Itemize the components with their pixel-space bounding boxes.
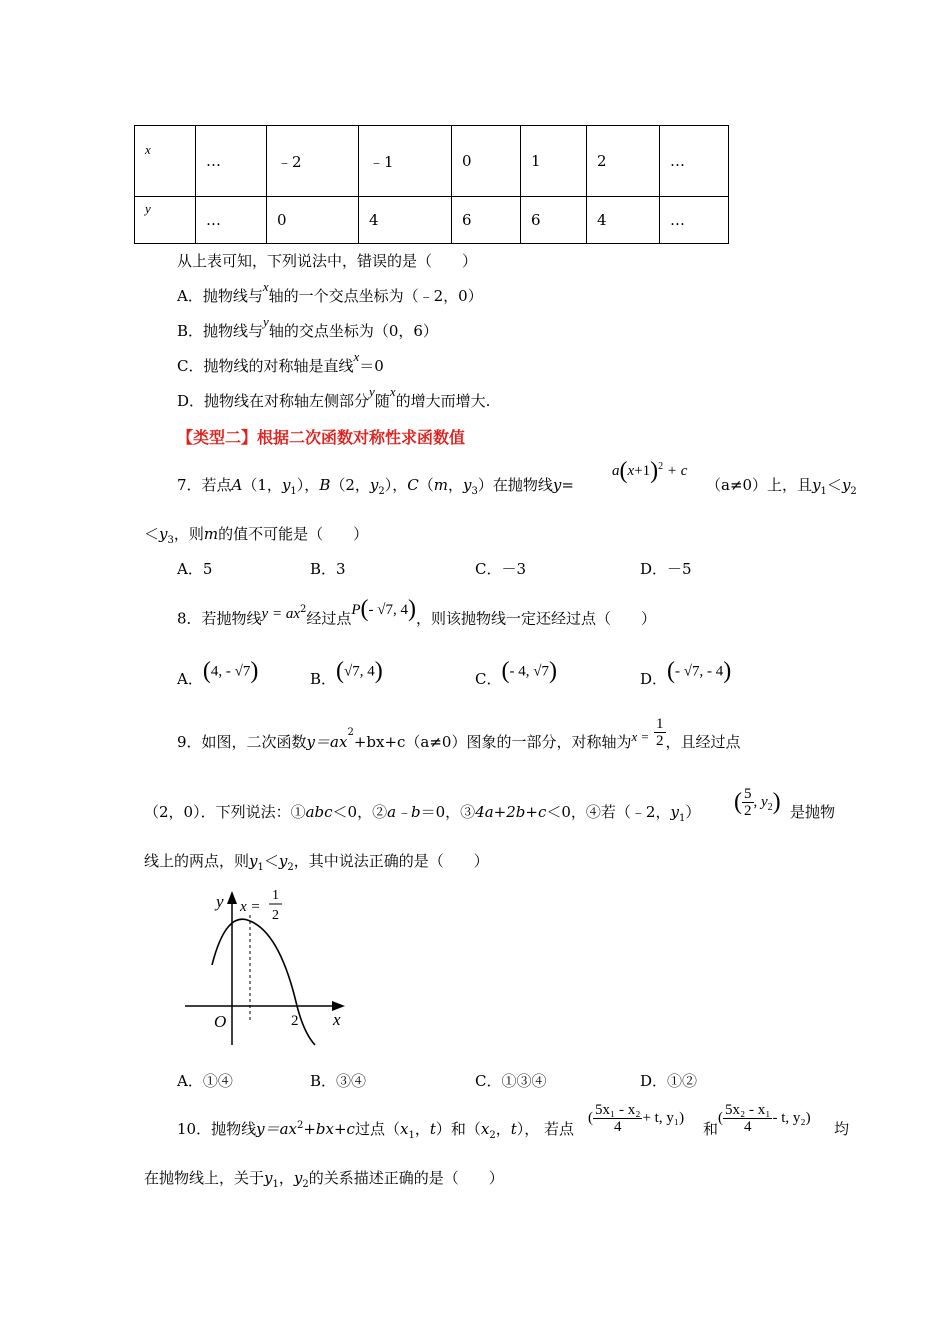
- var: x: [399, 1120, 409, 1138]
- q7-option-b: B．3: [310, 560, 346, 578]
- text: + t, y₁: [642, 1109, 680, 1126]
- sub: 2: [489, 1130, 496, 1141]
- point: - 4, √7: [509, 663, 549, 680]
- numerator: 5x₂ - x₁: [725, 1102, 771, 1118]
- text: A．抛物线与: [177, 287, 263, 305]
- point: - √7, 4: [368, 601, 409, 618]
- q8-option-a: A．(4, - √7): [177, 658, 259, 688]
- q7-equation: $a(x+1)^2 + c$: [612, 458, 688, 484]
- q8-option-b: B．(√7, 4): [310, 658, 383, 688]
- text: ＝0，③: [420, 803, 476, 821]
- text: ）和（: [435, 1120, 481, 1138]
- var: x: [627, 462, 635, 479]
- q9-option-d: D．①②: [640, 1072, 698, 1090]
- table-cell: 0: [267, 197, 359, 244]
- q7-option-c: C．－3: [475, 560, 527, 578]
- q8-option-d: D．(- √7, - 4): [640, 658, 732, 688]
- text: 随: [374, 392, 390, 410]
- text: （2，0）．下列说法：①: [144, 803, 306, 821]
- text: 经过点: [306, 609, 352, 628]
- table-cell: 6: [452, 197, 521, 244]
- var: m: [203, 525, 219, 543]
- text: 的增大而增大.: [395, 392, 491, 410]
- text: 轴的一个交点坐标为（﹣2，0）: [268, 287, 483, 305]
- table-cell: ﹣2: [267, 126, 359, 197]
- var: x: [389, 384, 396, 399]
- text: ，则该抛物线一定还经过点（ ）: [416, 609, 657, 628]
- text: ）: [685, 803, 701, 821]
- sub: 2: [767, 801, 773, 813]
- q10-point1: ( $\frac{\text{5x₁ - x₂}}{4}$ + t, y₁): [588, 1102, 685, 1135]
- point: - √7, - 4: [675, 663, 724, 680]
- q7-stem: [177, 474, 574, 497]
- text: ，: [278, 1169, 294, 1187]
- var: a: [612, 462, 620, 479]
- var: m: [433, 476, 448, 494]
- var: x: [480, 1120, 490, 1138]
- fraction: [593, 1102, 642, 1135]
- q8-stem: 8．若抛物线$y = ax^2$经过点P(- √7, 4)，则该抛物线一定还经过点（ ）: [177, 596, 657, 628]
- q8-option-c: C．(- 4, √7): [475, 658, 557, 688]
- text: D．: [640, 669, 668, 688]
- axis-label: x =: [240, 899, 261, 915]
- section-heading: 【类型二】根据二次函数对称性求函数值: [177, 428, 466, 447]
- q10-and: 和: [703, 1120, 719, 1138]
- table-cell: …: [196, 126, 267, 197]
- sup: 2: [658, 460, 664, 472]
- sub: 3: [471, 486, 478, 497]
- sub: 2: [378, 486, 385, 497]
- intercept-label: 2: [291, 1013, 299, 1029]
- axis-label-num: 1: [272, 888, 279, 903]
- q9-point: ( $\frac{5}{2}$ , $y_2$): [734, 786, 781, 819]
- q7-option-d: D．－5: [640, 560, 692, 578]
- x-label: x: [333, 1010, 341, 1029]
- text: ，: [414, 1120, 430, 1138]
- text: （: [418, 476, 434, 494]
- sub: 3: [167, 535, 174, 546]
- origin-label: O: [214, 1012, 227, 1031]
- text: +bx+c（a≠0）图象的一部分，对称轴为: [353, 732, 632, 751]
- text: ＜0，②: [332, 803, 388, 821]
- var: y: [159, 525, 168, 543]
- sub: 1: [678, 813, 686, 824]
- var: B: [319, 476, 331, 494]
- axis-label-den: 2: [272, 908, 279, 923]
- var: t: [429, 1120, 436, 1138]
- var: y＝ax: [256, 1120, 297, 1138]
- text: 线上的两点，则: [144, 852, 250, 870]
- text: （a≠0）上，且: [706, 476, 813, 494]
- q6-option-d: [177, 384, 491, 411]
- var: abc: [305, 803, 333, 821]
- sup: 2: [347, 726, 354, 738]
- fraction: [742, 786, 754, 819]
- var: x: [262, 279, 269, 294]
- q9-stem: [177, 716, 741, 749]
- text: ，其中说法正确的是（ ）: [293, 852, 489, 870]
- table-cell: y: [135, 197, 196, 244]
- sub: 1: [820, 486, 827, 497]
- var: +bx+c: [303, 1120, 355, 1138]
- text: ，且经过点: [665, 732, 741, 751]
- text: ）在抛物线: [477, 476, 553, 494]
- q6-stem: 从上表可知，下列说法中，错误的是（ ）: [177, 252, 478, 270]
- denominator: 2: [656, 733, 664, 749]
- point: 4, - √7: [210, 663, 251, 680]
- var: P: [351, 601, 361, 618]
- text: 的值不可能是（ ）: [218, 525, 369, 543]
- q7-option-a: A．5: [177, 560, 213, 578]
- table-cell: ﹣1: [359, 126, 452, 197]
- table-row: [135, 126, 729, 197]
- text: ）， 若点: [516, 1120, 575, 1138]
- q10-point2: ( $\frac{\text{5x₂ - x₁}}{4}$ - t, y₂): [718, 1102, 811, 1135]
- var: y＝ax: [306, 732, 348, 751]
- text: 10．抛物线: [177, 1120, 257, 1138]
- q10-line2: 在抛物线上，关于$y_1$，$y_2$的关系描述正确的是（ ）: [144, 1169, 504, 1190]
- text: A．: [177, 669, 203, 688]
- text: 过点（: [354, 1120, 400, 1138]
- var: y=: [552, 476, 574, 494]
- fraction: [654, 716, 666, 749]
- denominator: 4: [613, 1119, 622, 1135]
- text: - t, y₂: [772, 1109, 806, 1126]
- table-cell: 0: [452, 126, 521, 197]
- q7-line2: [144, 523, 368, 546]
- q10-stem: [177, 1118, 574, 1141]
- sup: 2: [299, 603, 307, 615]
- q9-line2: （2，0）．下列说法：①abc＜0，②a﹣b＝0，③4a+2b+c＜0，④若（﹣2，$y_1$）: [144, 803, 701, 824]
- var: y: [812, 476, 821, 494]
- numerator: 5x₁ - x₂: [595, 1102, 641, 1118]
- var: y: [369, 476, 379, 494]
- text: 9．如图，二次函数: [177, 732, 307, 751]
- sub: 2: [302, 1179, 309, 1190]
- y-label: y: [216, 892, 224, 911]
- table-cell: 4: [359, 197, 452, 244]
- value-table: [134, 125, 729, 244]
- text: 轴的交点坐标为（0，6）: [268, 322, 438, 340]
- table-cell: 1: [521, 126, 587, 197]
- text: C．抛物线的对称轴是直线: [177, 357, 354, 375]
- q6-option-a: [177, 279, 483, 306]
- q6-option-c: [177, 349, 384, 376]
- var: t: [510, 1120, 517, 1138]
- table-cell: 2: [587, 126, 660, 197]
- text: B．抛物线与: [177, 322, 264, 340]
- var: x: [353, 349, 360, 364]
- numerator: 1: [656, 716, 664, 732]
- q7-condition: [706, 474, 857, 497]
- q9-line3: 线上的两点，则$y_1<y_2$，其中说法正确的是（ ）: [144, 852, 489, 873]
- var: C: [407, 476, 419, 494]
- var: y = ax: [261, 605, 300, 622]
- var: x =: [631, 728, 650, 744]
- sub: 1: [408, 1130, 415, 1141]
- var: a﹣b: [387, 803, 421, 821]
- text: C．: [475, 669, 502, 688]
- text: +1: [634, 462, 651, 479]
- table-cell: …: [660, 126, 729, 197]
- sub: 2: [850, 486, 857, 497]
- var: y: [463, 476, 472, 494]
- var: A: [231, 476, 243, 494]
- q10-end: 均: [834, 1120, 850, 1138]
- denominator: 4: [743, 1119, 752, 1135]
- table-cell: …: [196, 197, 267, 244]
- text: ＜: [826, 476, 842, 494]
- q6-option-b: [177, 314, 438, 341]
- numerator: 5: [744, 786, 752, 802]
- table-cell: 6: [521, 197, 587, 244]
- var: y: [841, 476, 851, 494]
- text: B．: [310, 669, 337, 688]
- var: 4a+2b+c: [475, 803, 547, 821]
- q9-option-b: B．③④: [310, 1072, 367, 1090]
- text: （1，: [242, 476, 282, 494]
- table-cell: 4: [587, 197, 660, 244]
- sub: 1: [290, 486, 297, 497]
- var: y: [263, 314, 269, 329]
- y-axis-arrow: [227, 891, 237, 904]
- table-cell: …: [660, 197, 729, 244]
- text: 在抛物线上，关于: [144, 1169, 265, 1187]
- text: 7．若点: [177, 476, 232, 494]
- sub: 2: [287, 862, 294, 873]
- sub: 1: [272, 1179, 279, 1190]
- var: y: [281, 476, 291, 494]
- var: y: [369, 384, 375, 399]
- table-row: [135, 197, 729, 244]
- text: ＜: [263, 852, 279, 870]
- parabola-graph: [180, 885, 350, 1050]
- text: ），: [384, 476, 408, 494]
- q9-option-c: C．①③④: [475, 1072, 547, 1090]
- table-cell: x: [135, 126, 196, 197]
- text: + c: [666, 462, 688, 479]
- text: （2，: [330, 476, 370, 494]
- text: ，: [448, 476, 464, 494]
- text: ，: [495, 1120, 511, 1138]
- parabola-curve: [212, 919, 315, 1045]
- sub: 1: [257, 862, 264, 873]
- text: ），: [296, 476, 320, 494]
- text: ，则: [173, 525, 204, 543]
- text: ＜: [144, 525, 160, 543]
- q9-line2-end: 是抛物: [790, 803, 836, 821]
- point: √7, 4: [344, 663, 375, 680]
- text: ＜0，④若（﹣2，: [546, 803, 671, 821]
- fraction: [723, 1102, 772, 1135]
- text: 的关系描述正确的是（ ）: [308, 1169, 504, 1187]
- denominator: 2: [744, 803, 752, 819]
- q9-option-a: A．①④: [177, 1072, 233, 1090]
- text: 8．若抛物线: [177, 609, 262, 628]
- text: ＝0: [359, 357, 384, 375]
- text: D．抛物线在对称轴左侧部分: [177, 392, 370, 410]
- sup: 2: [296, 1120, 304, 1131]
